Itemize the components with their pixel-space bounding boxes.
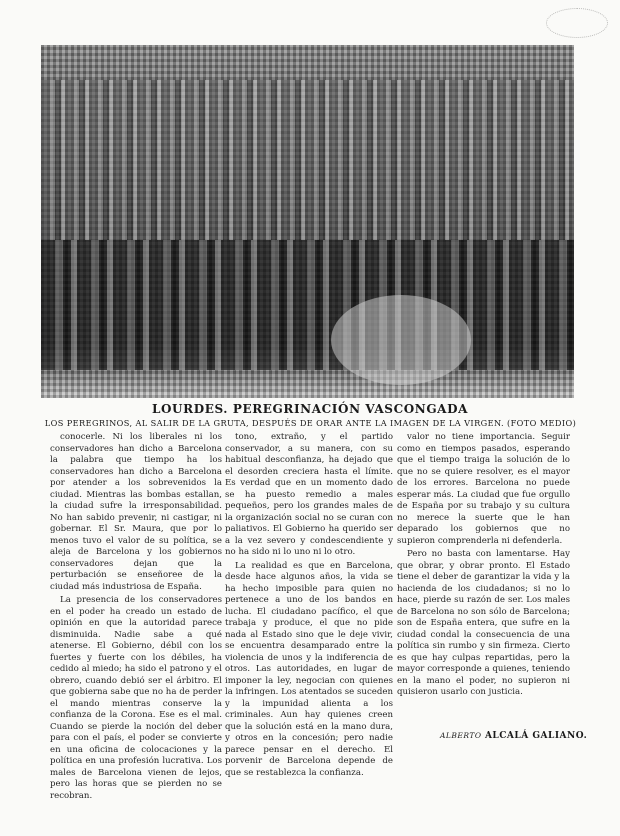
article-column-3: [397, 432, 570, 732]
article-column-1: [50, 432, 222, 816]
paragraph: tono, extraño, y el partido conservador, a su manera, con su habitual desconfianza, ha dejado que el desorden creciera hasta el límite. Es verdad que en un momento dado se ha puesto remedio a males pequeños, pero los grandes males de la organización social no se curan con paliativos. El Gobierno ha querido ser a la vez severo y condescendiente y no ha sido ni lo uno ni lo otro.: [225, 432, 393, 557]
paragraph: conocerle. Ni los liberales ni los conservadores han dicho a Barcelona la palabra que tiempo ha los conservadores han dicho a Barcelona por atender a los sobrevenidos la ciudad. Mientras las bombas estallan, la ciudad sufre la irresponsabilidad. No han sabido prevenir, ni castigar, ni gobernar. El Sr. Maura, que por lo menos tuvo el valor de su política, se aleja de Barcelona y los gobiernos conservadores dejan que la perturbación se enseñoree de la ciudad más industriosa de España.: [50, 432, 222, 592]
author-first-name: ALBERTO: [440, 731, 482, 740]
article-column-2: [225, 432, 393, 812]
photo-lower-band: [41, 240, 574, 370]
paragraph: valor no tiene importancia. Seguir como en tiempos pasados, esperando que el tiempo traiga la solución de lo que no se quiere resolver, es el mayor de los errores. Barcelona no puede esperar más. La ciudad que fue orgullo de España por su trabajo y su cultura no merece la suerte que le han deparado los gobiernos que no supieron comprenderla ni defenderla.: [397, 432, 570, 546]
crowd-photograph: [41, 45, 574, 398]
author-last-name: ALCALÁ GALIANO.: [484, 731, 588, 741]
paragraph: Pero no basta con lamentarse. Hay que obrar, y obrar pronto. El Estado tiene el deber de garantizar la vida y la hacienda de los ciudadanos; si no lo hace, pierde su razón de ser. Los males de Barcelona no son sólo de Barcelona; son de España entera, que sufre en la ciudad condal la consecuencia de una política sin rumbo y sin firmeza. Cierto es que hay culpas repartidas, pero la mayor corresponde a quienes, teniendo en la mano el poder, no supieron ni quisieron usarlo con justicia.: [397, 549, 570, 697]
paragraph: La presencia de los conservadores en el poder ha creado un estado de opinión en que la autoridad parece disminuida. Nadie sabe a qué atenerse. El Gobierno, débil con los fuertes y fuerte con los débiles, ha cedido al miedo; ha sido el patrono y el obrero, cuando debió ser el árbitro. El que gobierna sabe que no ha de perder el mando mientras conserve la confianza de la Corona. Ese es el mal. Cuando se pierde la noción del deber para con el país, el poder se convierte en una oficina de colocaciones y la política en una profesión lucrativa. Los males de Barcelona vienen de lejos, pero las horas que se pierden no se recobran.: [50, 595, 222, 801]
photo-crowd-band: [41, 80, 574, 240]
photo-caption: LOS PEREGRINOS, AL SALIR DE LA GRUTA, DESPUÉS DE ORAR ANTE LA IMAGEN DE LA VIRGEN. (FOTO MEDIO): [44, 418, 577, 428]
photo-headline: LOURDES. PEREGRINACIÓN VASCONGADA: [151, 402, 469, 416]
author-signature: [440, 731, 587, 741]
photo-light-spot: [331, 295, 471, 385]
library-stamp: [546, 8, 608, 38]
paragraph: La realidad es que en Barcelona, desde hace algunos años, la vida se ha hecho imposible para quien no pertenece a uno de los bandos en lucha. El ciudadano pacífico, el que trabaja y produce, el que no pide nada al Estado sino que le deje vivir, se encuentra desamparado entre la violencia de unos y la indiferencia de otros. Las autoridades, en lugar de imponer la ley, negocian con quienes la infringen. Los atentados se suceden y la impunidad alienta a los criminales. Aun hay quienes creen que la solución está en la mano dura, y otros en la concesión; pero nadie parece pensar en el derecho. El porvenir de Barcelona depende de que se restablezca la confianza.: [225, 560, 393, 778]
